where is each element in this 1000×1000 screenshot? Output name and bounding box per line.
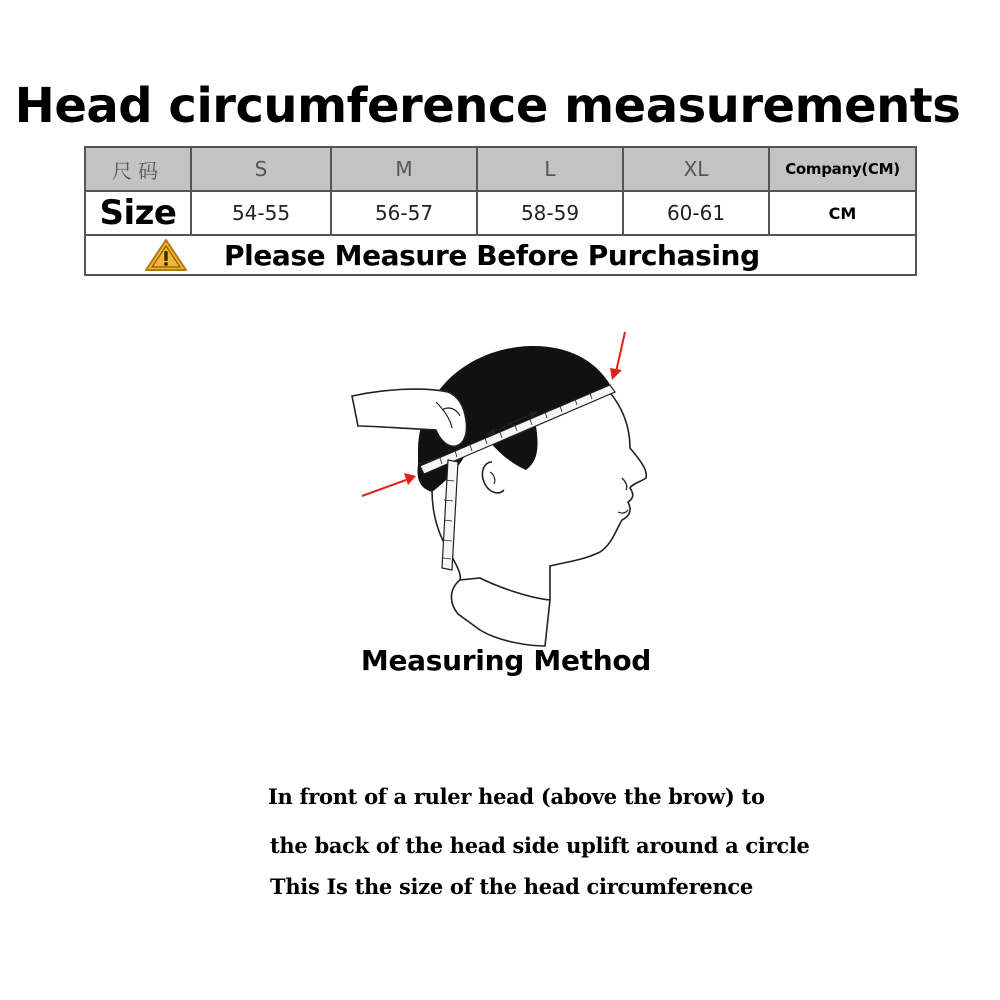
- measuring-method-text: Measuring Method: [360, 644, 652, 677]
- size-table: [84, 146, 917, 276]
- header-unit-cell: Company(CM): [769, 147, 916, 191]
- header-size-xl: XL: [623, 147, 769, 191]
- size-values-row: [85, 191, 916, 235]
- size-value-s: 54-55: [191, 191, 331, 235]
- size-unit-cell: CM: [769, 191, 916, 235]
- measuring-method-caption: [0, 644, 1000, 677]
- warning-cell: [85, 235, 916, 275]
- warning-row: [85, 235, 916, 275]
- instruction-line-3: This Is the size of the head circumference: [270, 874, 753, 899]
- size-label-cell: Size: [85, 191, 191, 235]
- warning-triangle-icon: [144, 238, 188, 272]
- header-size-s: S: [191, 147, 331, 191]
- instruction-line-1: In front of a ruler head (above the brow) to: [268, 784, 765, 809]
- header-label-cell: 尺码: [85, 147, 191, 191]
- size-value-xl: 60-61: [623, 191, 769, 235]
- warning-text: Please Measure Before Purchasing: [224, 238, 760, 272]
- header-size-l: L: [477, 147, 623, 191]
- header-size-m: M: [331, 147, 477, 191]
- size-value-m: 56-57: [331, 191, 477, 235]
- head-measurement-illustration: [340, 330, 670, 650]
- page-title: Head circumference measurements: [14, 78, 961, 134]
- table-header-row: [85, 147, 916, 191]
- size-value-l: 58-59: [477, 191, 623, 235]
- instruction-line-2: the back of the head side uplift around a circle: [270, 833, 810, 858]
